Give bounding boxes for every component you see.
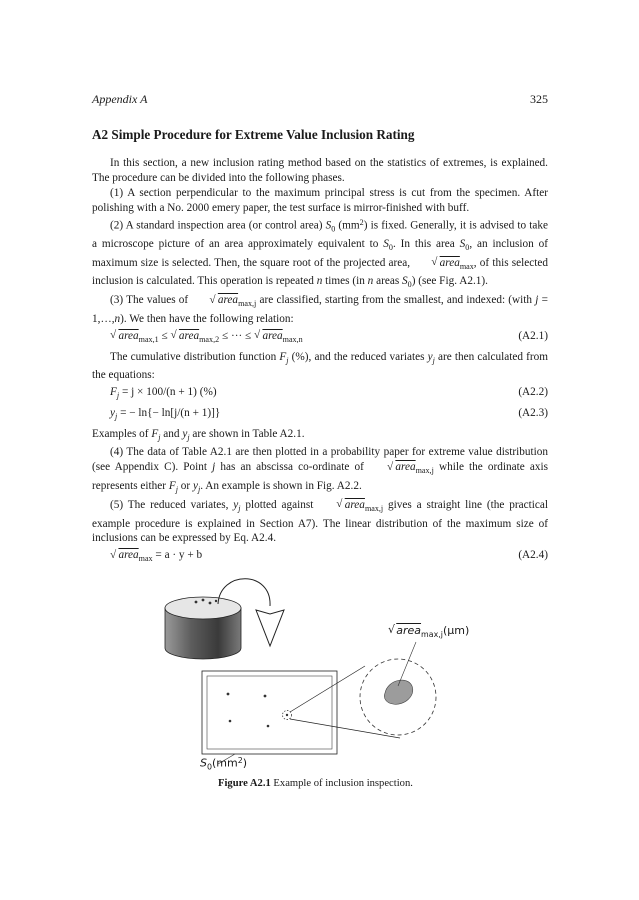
- page-number: 325: [530, 92, 548, 106]
- paragraph-step-3: (3) The values of √ area$_{max,j}$ are classified, starting from the smallest, and indexed: (with j = 1,…,n). We then have the following relation:: [92, 293, 548, 327]
- equation-number: (A2.1): [518, 329, 548, 342]
- section-heading: A2 Simple Procedure for Extreme Value Inclusion Rating: [92, 127, 415, 142]
- equation-a2-4: √ area$_{max}$ = a · y + b (A2.4): [92, 548, 548, 567]
- paragraph-step-2: (2) A standard inspection area (or control area) $S_0$ $(mm^2)$ is fixed. Generally, it is advised to take a microscope picture of an area approximately equivalent to $S_0$. In this area $S_0$, an inclusion of maximum size is selected. Then, the square root of the projected area, √ area$_{max}$, of this selected inclusion is calculated. This operation is repeated n times (in n areas $S_0$) (see Fig. A2.1).: [92, 216, 548, 294]
- equation-a2-3: $y_j$ = − ln{− ln[j/(n + 1)]} (A2.3): [92, 406, 548, 425]
- arrow-head: [256, 610, 284, 646]
- specimen-cylinder: [165, 597, 241, 659]
- paragraph-step-1: (1) A section perpendicular to the maximum principal stress is cut from the specimen. After polishing with a No. 2000 emery paper, the test surface is mirror-finished with buff.: [92, 186, 548, 214]
- figure-a2-1: [160, 576, 520, 788]
- paragraph-step-4: (4) The data of Table A2.1 are then plotted in a probability paper for extreme value distribution (see Appendix C). Point j has an abscissa co-ordinate of √ area$_{max,j}$ while the ordinate axis represents either $F_j$ or $y_j$. An example is shown in Fig. A2.2.: [92, 445, 548, 497]
- equation-a2-2: $F_j = j \times 100/(n + 1)$ (%) (A2.2): [92, 385, 548, 404]
- equation-a2-1: √ area$_{max,1}$ ≤ √ area$_{max,2}$ ≤ ··· ≤ √ area$_{max,n}$ (A2.1): [92, 329, 548, 348]
- body-text: [92, 156, 548, 569]
- equation-number: (A2.3): [518, 406, 548, 419]
- inspection-area: [202, 671, 337, 754]
- paragraph-step-5: (5) The reduced variates, $y_j$ plotted against √ area$_{max,j}$ gives a straight line (the practical example procedure is explained in Section A7). The linear distribution of the maximum size of inclusions can be expressed by Eq. A2.4.: [92, 498, 548, 547]
- paragraph-examples: Examples of $F_j$ and $y_j$ are shown in Table A2.1.: [92, 427, 305, 442]
- equation-number: (A2.4): [518, 549, 548, 562]
- paragraph-intro: In this section, a new inclusion rating method based on the statistics of extremes, is explained. The procedure can be divided into the following phases.: [92, 157, 548, 184]
- figure-caption: Figure A2.1 Example of inclusion inspection.: [218, 778, 413, 789]
- running-title: Appendix A: [92, 92, 148, 106]
- s0-label: $S_0(mm^2)$: [200, 756, 248, 772]
- inclusion-particle: [384, 680, 412, 704]
- area-label: √ area$_{max,j}$(μm): [388, 624, 469, 639]
- paragraph-cdf: The cumulative distribution function $F_j$ (%), and the reduced variates $y_j$ are then calculated from the equations:: [92, 350, 548, 382]
- equation-number: (A2.2): [518, 386, 548, 399]
